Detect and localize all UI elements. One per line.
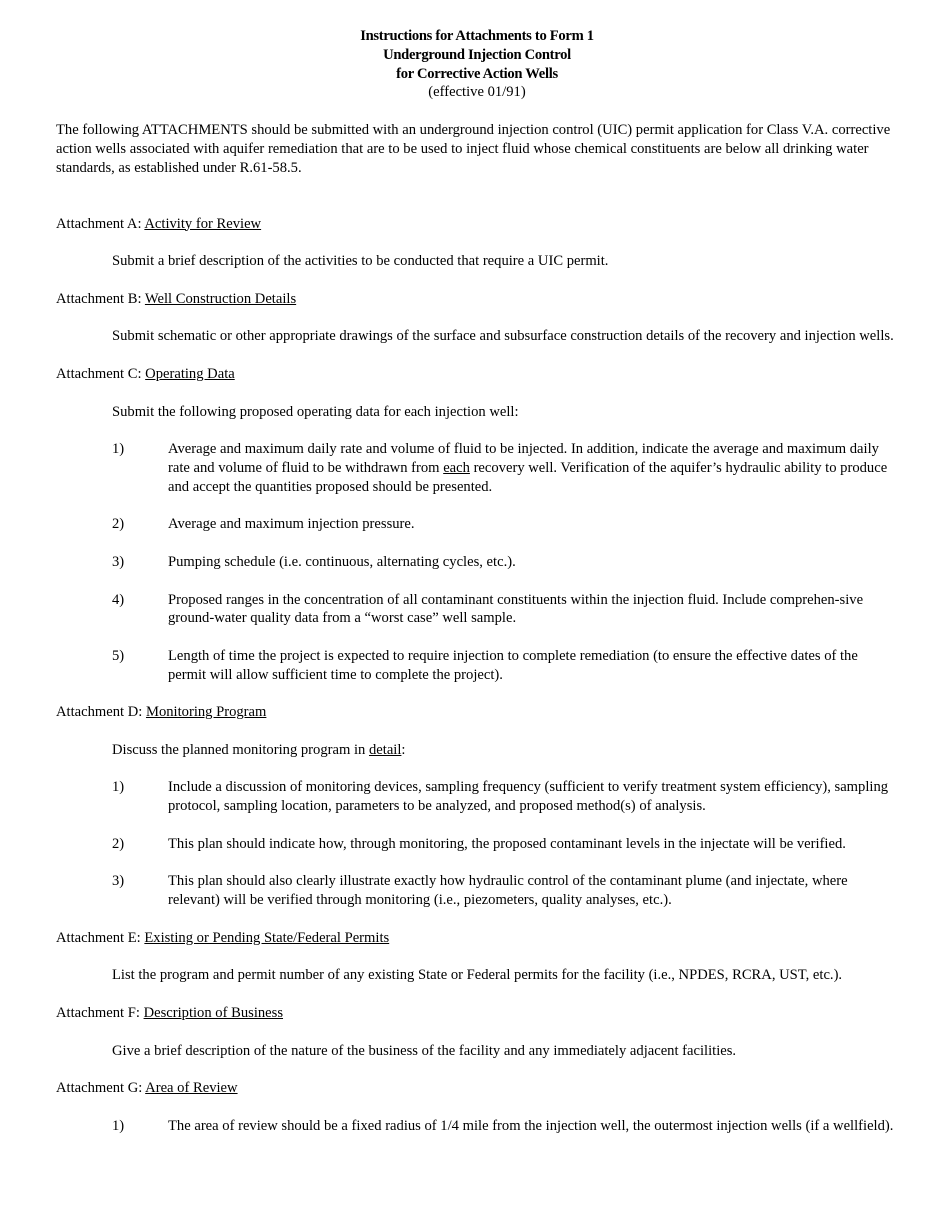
list-item-text: Proposed ranges in the concentration of all contaminant constituents within the injection fluid. Include comprehen-sive ground-water quality data from a “worst case” well sample.: [168, 591, 864, 627]
list-item: [112, 778, 898, 816]
list-item-number: 1): [112, 779, 125, 796]
attachment-d-text: [112, 741, 898, 760]
list-item: [112, 591, 898, 629]
list-item-text-cont: recovery well. Verification of the aquifer’s hydraulic ability to produce and accept the quantities proposed should be presented.: [168, 459, 888, 495]
attachment-g-name: Area of Review: [145, 1080, 238, 1097]
attachment-b-heading: [56, 290, 898, 309]
attachment-e-heading: [56, 929, 898, 948]
list-item-number: 1): [112, 1117, 125, 1134]
document-header: [56, 27, 898, 102]
attachment-e-name: Existing or Pending State/Federal Permits: [144, 929, 390, 946]
list-item-number: 2): [112, 835, 125, 852]
attachment-c-label: Attachment C:: [56, 365, 146, 382]
attachment-c-name: Operating Data: [145, 365, 235, 382]
list-item: [112, 872, 898, 910]
list-item: [112, 647, 898, 685]
list-item-text: This plan should also clearly illustrate exactly how hydraulic control of the contaminant plume (and injectate, where relevant) will be verified through monitoring (i.e., piezometers, quality analyses, etc.).: [168, 873, 848, 909]
list-item-emphasis: each: [443, 459, 470, 476]
list-item-number: 1): [112, 441, 125, 458]
attachment-f-heading: [56, 1004, 898, 1023]
list-item: [112, 1117, 898, 1136]
intro-paragraph: The following ATTACHMENTS should be submitted with an underground injection control (UIC) permit application for Class V.A. corrective action wells associated with aquifer remediation that are to be used to inject fluid whose chemical constituents are below all drinking water standards, as established under R.61-58.5.: [56, 122, 891, 176]
attachment-d-name: Monitoring Program: [145, 704, 267, 721]
attachment-b-text: Submit schematic or other appropriate drawings of the surface and subsurface construction details of the recovery and injection wells.: [112, 328, 894, 345]
list-item-text: This plan should indicate how, through monitoring, the proposed contaminant levels in the injectate will be verified.: [168, 835, 846, 852]
attachment-f-name: Description of Business: [143, 1005, 284, 1022]
list-item-number: 3): [112, 553, 125, 570]
list-item: [112, 835, 898, 854]
list-item-number: 2): [112, 516, 125, 533]
attachment-d-label: Attachment D:: [56, 704, 146, 721]
list-item-number: 3): [112, 873, 125, 890]
header-title: Instructions for Attachments to Form 1: [360, 28, 594, 44]
attachment-a-label: Attachment A:: [56, 215, 145, 232]
attachment-d-heading: [56, 703, 898, 722]
attachment-a-name: Activity for Review: [144, 215, 262, 232]
document-page: [56, 27, 898, 1136]
header-effective-date: (effective 01/91): [428, 84, 526, 101]
list-item-text: Length of time the project is expected to require injection to complete remediation (to ensure the effective dates of the permit will allow sufficient time to complete the project).: [168, 647, 858, 683]
attachment-f-text: Give a brief description of the nature of the business of the facility and any immediately adjacent facilities.: [112, 1042, 737, 1059]
header-subtitle: Underground Injection Control: [383, 46, 571, 63]
attachment-f-label: Attachment F:: [56, 1005, 144, 1022]
attachment-g-label: Attachment G:: [56, 1080, 146, 1097]
attachment-g-heading: [56, 1079, 898, 1098]
list-item: [112, 515, 898, 534]
list-item-text: Average and maximum injection pressure.: [168, 516, 415, 533]
attachment-b-label: Attachment B:: [56, 290, 145, 307]
attachment-e-label: Attachment E:: [56, 929, 145, 946]
list-item: [112, 440, 898, 496]
attachment-c-text: Submit the following proposed operating data for each injection well:: [112, 403, 519, 420]
attachment-e-text: List the program and permit number of any existing State or Federal permits for the facility (i.e., NPDES, RCRA, UST, etc.).: [112, 967, 843, 984]
attachment-d-text-post: :: [401, 741, 406, 758]
list-item-text: Pumping schedule (i.e. continuous, alternating cycles, etc.).: [168, 553, 516, 570]
attachment-d-text-pre: Discuss the planned monitoring program in: [112, 741, 369, 758]
list-item: [112, 553, 898, 572]
list-item-text: Include a discussion of monitoring devices, sampling frequency (sufficient to verify treatment system efficiency), sampling protocol, sampling location, parameters to be analyzed, and proposed method(s) of analysis.: [168, 779, 889, 815]
attachment-c-heading: [56, 365, 898, 384]
header-subtitle-2: for Corrective Action Wells: [396, 65, 558, 82]
list-item-text: The area of review should be a fixed radius of 1/4 mile from the injection well, the outermost injection wells (if a wellfield).: [168, 1117, 894, 1134]
attachment-a-heading: [56, 215, 898, 234]
list-item-text: Average and maximum daily rate and volume of fluid to be injected. In addition, indicate the average and maximum daily rate and volume of fluid to be withdrawn from: [168, 441, 879, 476]
list-item-number: 5): [112, 647, 125, 664]
attachment-a-text: Submit a brief description of the activities to be conducted that require a UIC permit.: [112, 253, 609, 270]
attachment-b-name: Well Construction Details: [144, 290, 297, 307]
list-item-number: 4): [112, 591, 125, 608]
attachment-d-text-emphasis: detail: [368, 741, 402, 758]
